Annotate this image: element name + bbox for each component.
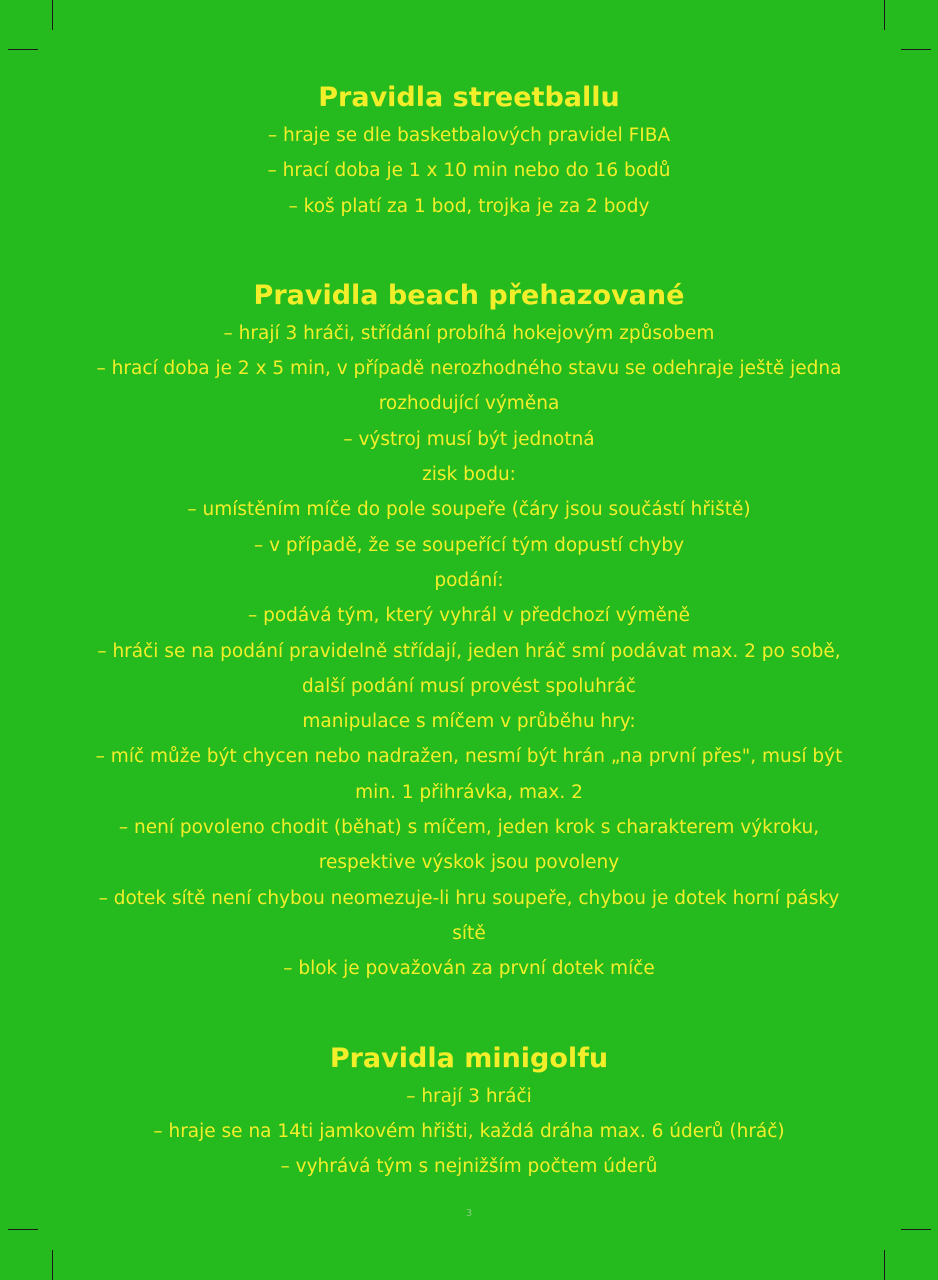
- rule-line: manipulace s míčem v průběhu hry:: [302, 711, 636, 733]
- rule-line: zisk bodu:: [422, 464, 516, 486]
- crop-mark-left-top: [8, 49, 38, 50]
- rule-line: – hrací doba je 2 x 5 min, v případě nerozhodného stavu se odehraje ještě jedna: [96, 358, 842, 380]
- section-beach-prehazovana: [40, 276, 898, 987]
- rule-line: – podává tým, který vyhrál v předchozí výměně: [247, 605, 691, 627]
- crop-mark-top-right: [884, 0, 885, 30]
- rule-line: další podání musí provést spoluhráč: [302, 675, 636, 697]
- rule-line: – v případě, že se soupeřící tým dopustí chyby: [253, 534, 685, 556]
- crop-mark-right-bottom: [901, 1229, 931, 1230]
- page-number: 3: [465, 1208, 473, 1219]
- crop-mark-left-bottom: [8, 1229, 38, 1230]
- crop-mark-right-top: [901, 49, 931, 50]
- rule-line: – míč může být chycen nebo nadražen, nesmí být hrán „na první přes", musí být: [95, 746, 843, 768]
- rule-line: – výstroj musí být jednotná: [343, 428, 595, 450]
- rule-line: – hrací doba je 1 x 10 min nebo do 16 bodů: [267, 160, 671, 182]
- rule-line: min. 1 přihrávka, max. 2: [355, 781, 583, 803]
- rules-content: [40, 78, 898, 1184]
- rule-line: – hráči se na podání pravidelně střídají, jeden hráč smí podávat max. 2 po sobě,: [97, 640, 841, 662]
- rule-line: respektive výskok jsou povoleny: [318, 852, 620, 874]
- section-heading: Pravidla minigolfu: [329, 1042, 609, 1074]
- rule-line: sítě: [452, 922, 486, 944]
- rule-line: – vyhrává tým s nejnižším počtem úderů: [280, 1156, 658, 1178]
- section-streetball: [40, 78, 898, 224]
- section-minigolf: [40, 1039, 898, 1185]
- crop-mark-bottom-left: [52, 1250, 53, 1280]
- rule-line: – hraje se na 14ti jamkovém hřišti, každá dráha max. 6 úderů (hráč): [153, 1120, 785, 1142]
- rule-line: – hraje se dle basketbalových pravidel FIBA: [267, 125, 671, 146]
- rule-line: – dotek sítě není chybou neomezuje-li hru soupeře, chybou je dotek horní pásky: [98, 887, 840, 909]
- rule-line: – koš platí za 1 bod, trojka je za 2 body: [288, 195, 650, 217]
- rule-line: – hrají 3 hráči: [406, 1085, 532, 1107]
- rule-line: – není povoleno chodit (běhat) s míčem, jeden krok s charakterem výkroku,: [118, 817, 820, 839]
- rule-line: rozhodující výměna: [378, 393, 560, 415]
- section-heading: Pravidla beach přehazované: [253, 279, 685, 311]
- rule-line: podání:: [434, 569, 504, 591]
- crop-mark-bottom-right: [884, 1250, 885, 1280]
- rule-line: – blok je považován za první dotek míče: [283, 958, 655, 980]
- rule-line: – umístěním míče do pole soupeře (čáry jsou součástí hřiště): [187, 499, 751, 521]
- crop-mark-top-left: [52, 0, 53, 30]
- rule-line: – hrají 3 hráči, střídání probíhá hokejovým způsobem: [223, 322, 715, 344]
- section-heading: Pravidla streetballu: [318, 82, 620, 113]
